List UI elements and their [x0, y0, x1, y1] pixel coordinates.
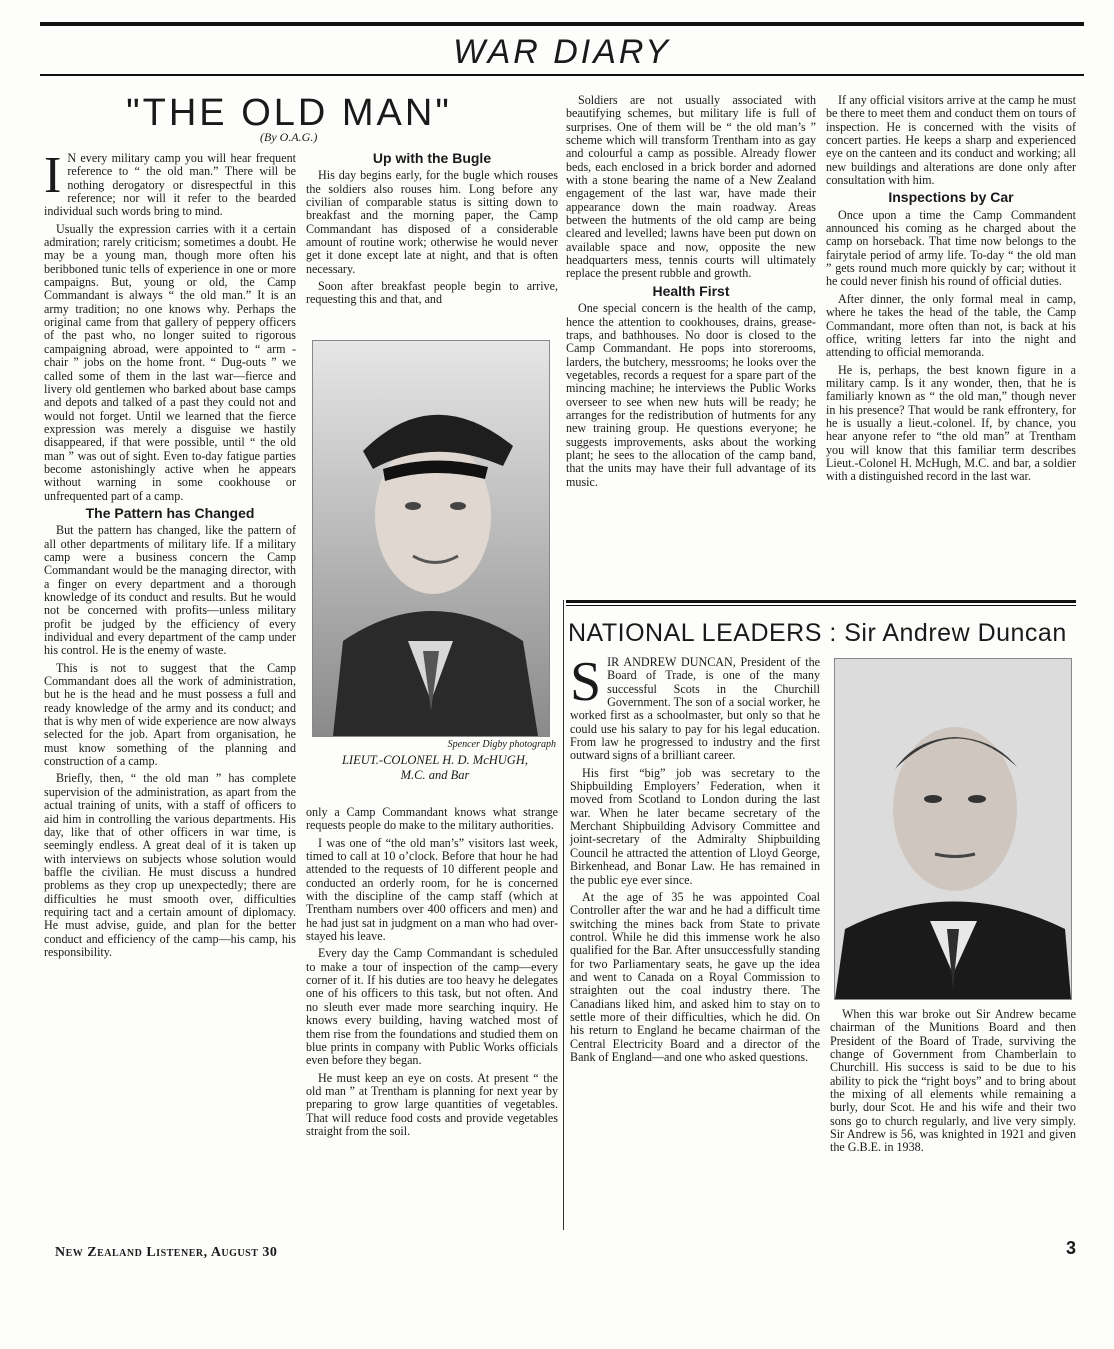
- paragraph: This is not to suggest that the Camp Commandant does all the work of administration, but he is the head and he must possess a full and ready knowledge of the army and its conduct; and that is why men of wide experience are now always selected for the job. Apart from organisation, he must know something of the planning and construction of a camp.: [44, 660, 296, 769]
- column-2-top: [306, 152, 558, 311]
- paragraph: If any official visitors arrive at the camp he must be there to meet them and conduct them on tours of inspection. He is concerned with the visits of concert parties. He keeps a sharp and experienced eye on the canteen and its conduct and working; all new buildings and alterations are done only after consultation with him.: [826, 93, 1076, 188]
- duncan-column-2: [830, 1008, 1076, 1159]
- article-title: "THE OLD MAN": [126, 92, 452, 134]
- column-4: [826, 94, 1076, 488]
- paragraph: Once upon a time the Camp Commandent announced his coming as he charged about the camp on horseback. That time now belongs to the fairytale period of army life. To-day “ the old man ” gets round much more quickly by car; without it he could never finish his round of official duties.: [826, 207, 1076, 289]
- paragraph: Soldiers are not usually associated with beautifying schemes, but military life is full of surprises. One of them will be “ the old man’s ” scheme which will transform Trentham into as gay and colourful a camp as possible. Already flower beds, each enclosed in a brick border and adorned with a stone bearing the name of a New Zealand engagement of the last war, have made their appearance down the main roadway. Areas between the hutments of the old camp are being cleared and levelled; lawns have been put down on available space and now, opposite the new headquarters mess, tennis courts will ultimately replace the present rubble and growth.: [566, 93, 816, 281]
- column-2-bottom: [306, 806, 558, 1142]
- intro-paragraph: N every military camp you will hear frequent reference to “ the old man.” There will be nothing derogatory or disrespectful in this reference; nor will it refer to the bearded individual such words bring to mind.: [44, 151, 296, 219]
- paragraph: When this war broke out Sir Andrew became chairman of the Munitions Board and then President of the Board of Trade, surviving the change of Government from Chamberlain to Churchill. His success is said to be due to his ability to pick the “right boys” and to bring about the mixing of all elements while remaining a burly, dour Scot. He and his wife and their two sons go to church regularly, and live very simply. Sir Andrew is 56, was knighted in 1921 and given the G.B.E. in 1938.: [830, 1007, 1076, 1155]
- subheading-bugle: Up with the Bugle: [372, 150, 492, 166]
- dropcap: I: [44, 147, 62, 204]
- column-rule: [563, 600, 564, 1230]
- column-3: [566, 94, 816, 493]
- paragraph: only a Camp Commandant knows what strange requests people do make to the military authorities.: [306, 805, 558, 833]
- subheading-health: Health First: [652, 282, 730, 299]
- paragraph: He is, perhaps, the best known figure in a military camp. Is it any wonder, then, that he is familiarly known as “ the old man,” though never in his presence? That would be rank effrontery, for he is usually a lieut.-colonel. If, by chance, you hear anyone refer to “the old man” at Trentham you will know that this familiar term describes Lieut.-Colonel H. McHugh, M.C. and bar, a soldier with a distinguished record in the last war.: [826, 362, 1076, 484]
- paragraph: Usually the expression carries with it a certain admiration; rarely criticism; sometimes a doubt. He may be a young man, though more often his beribboned tunic tells of experience in one or more campaigns. But, young or old, the Camp Commandant is always “ the old man.” It is an army tradition; no one knows why. Perhaps the original came from that gallery of peppery officers of the past who, no longer suited to rigorous campaigning abroad, were appointed to “ arm - chair ” jobs on the home front. “ Dug-outs ” we called some of them in the last war—fierce and livery old gentlemen who barked about base camps and depots and talked of a past they could not and would not forget. Until we learned that the fierce expression was merely a disguise we hastily disappeared, if that were possible, until “ the old man ” was out of sight. Even to-day fatigue parties become astonishingly active when he appears without warning in some cookhouse or unfrequented part of a camp.: [44, 221, 296, 503]
- paragraph: He must keep an eye on costs. At present “ the old man ” at Trentham is planning for next year by preparing to grow large quantities of vegetables. That will reduce food costs and provide vegetables straight from the soil.: [306, 1070, 558, 1138]
- duncan-photo: [834, 658, 1072, 1000]
- paragraph: Every day the Camp Commandant is scheduled to make a tour of inspection of the camp—every corner of it. If his duties are too heavy he delegates one of his officers to this task, but not often. And no sleuth ever made more searching inquiry. He knows every building, having watched most of them rise from the foundations and studied them on blue prints in company with Public Works officials even before they began.: [306, 946, 558, 1068]
- paragraph: Briefly, then, “ the old man ” has complete supervision of the administration, as apart from the actual training of units, with a staff of officers to aid him in controlling the various departments. His day, like that of other officers in war time, is seemingly endless. A great deal of it is taken up with interviews on subjects whose solution would baffle the civilian. He must discuss a hundred problems as they crop up unexpectedly; there are difficulties he must smooth over, difficulties requiring tact and a certain amount of diplomacy. He must advise, guide, and plan for the better conduct and efficiency of the camp—his camp, his responsibility.: [44, 771, 296, 959]
- paragraph: Soon after breakfast people begin to arrive, requesting this and that, and: [306, 279, 558, 307]
- paragraph: His first “big” job was secretary to the Shipbuilding Employers’ Federation, when it moved from Scotland to London during the last war. When he later became secretary of the Merchant Shipbuilding Advisory Committee and joint-secretary of the Admiralty Shipbuilding Council he attracted the attention of Lloyd George, Birkenhead, and Bonar Law. He has remained in the public eye ever since.: [570, 765, 820, 887]
- paragraph: His day begins early, for the bugle which rouses the soldiers also rouses him. Long before any civilian of comparable status is sitting down to breakfast and the morning paper, the Camp Commandant has disposed of a considerable amount of routine work; otherwise he would never get it done except late at night, and that is often necessary.: [306, 168, 558, 276]
- page-number: 3: [1066, 1238, 1077, 1258]
- national-leaders-title: NATIONAL LEADERS : Sir Andrew Duncan: [568, 619, 1067, 647]
- intro-paragraph: IR ANDREW DUNCAN, President of the Board of Trade, is one of the many successful Scots in the Churchill Government. The son of a social worker, he worked first as a schoolmaster, but only so that he could use his salary to pay for his legal education. From law he progressed to industry and the first outward signs of a brilliant career.: [570, 655, 820, 763]
- subheading-pattern: The Pattern has Changed: [85, 504, 255, 521]
- footer-publication: New Zealand Listener, August 30: [55, 1245, 278, 1260]
- top-rule: [40, 22, 1084, 26]
- caption-line-2: M.C. and Bar: [400, 768, 470, 782]
- photo-credit: Spencer Digby photograph: [447, 739, 556, 750]
- caption-line-1: LIEUT.-COLONEL H. D. McHUGH,: [341, 753, 528, 767]
- subheading-inspections: Inspections by Car: [888, 189, 1014, 206]
- column-1: [44, 147, 296, 963]
- section-divider: [566, 600, 1076, 603]
- paragraph: At the age of 35 he was appointed Coal Controller after the war and he had a difficult time switching the mines back from State to private control. While he did this immense work he also qualified for the Bar. After unsuccessfully standing for two Parliamentary seats, he gave up the idea and went to Canada on a Royal Commission to straighten out the coal industry there. The Canadians liked him, and asked him to stay on to settle more of their difficulties, which he did. On his return to England he became chairman of the Central Electricity Board and a director of the Bank of England—and one who asked questions.: [570, 889, 820, 1064]
- section-title: WAR DIARY: [453, 33, 671, 71]
- paragraph: But the pattern has changed, like the pattern of all other departments of military life. If a military camp were a business concern the Camp Commandant would be the managing director, with a finger on every department and a thorough knowledge of its conduct and results. But he would not be concerned with profits—unless military profit be judged by the efficiency of every individual and every department of the camp under his control. He is the enemy of waste.: [44, 523, 296, 658]
- paragraph: One special concern is the health of the camp, hence the attention to cookhouses, drains, grease-traps, and bathhouses. No door is closed to the Camp Commandant. He pops into storerooms, larders, the butchery, messrooms; he looks over the vegetables, records a request for a spare part of the mincing machine; he interviews the Public Works overseer to see when new huts will be ready; he arranges for the redistribution of hutments for any new training group. He questions everyone; he suggests improvements, asks about the working plant; he sees to the allocation of the camp band, that the units may have their full advantage of its music.: [566, 301, 816, 489]
- dropcap: S: [570, 651, 602, 713]
- paragraph: After dinner, the only formal meal in camp, where he takes the head of the table, the Camp Commandant, more often than not, is back at his office, writing letters far into the night and attending to official memoranda.: [826, 291, 1076, 360]
- photo-caption: [306, 753, 564, 783]
- section-divider-thin: [566, 605, 1076, 606]
- mchugh-photo: [312, 340, 550, 737]
- header-bottom-rule: [40, 74, 1084, 76]
- paragraph: I was one of “the old man’s” visitors last week, timed to call at 10 o’clock. Before that hour he had attended to the requests of 10 different people and conducted an orderly room, for he is concerned with the discipline of the camp staff (which at Trentham numbers over 400 officers and men) and he had just sat in judgment on a man who had over-stayed his leave.: [306, 835, 558, 944]
- duncan-column-1: [570, 651, 820, 1068]
- byline: (By O.A.G.): [260, 130, 318, 144]
